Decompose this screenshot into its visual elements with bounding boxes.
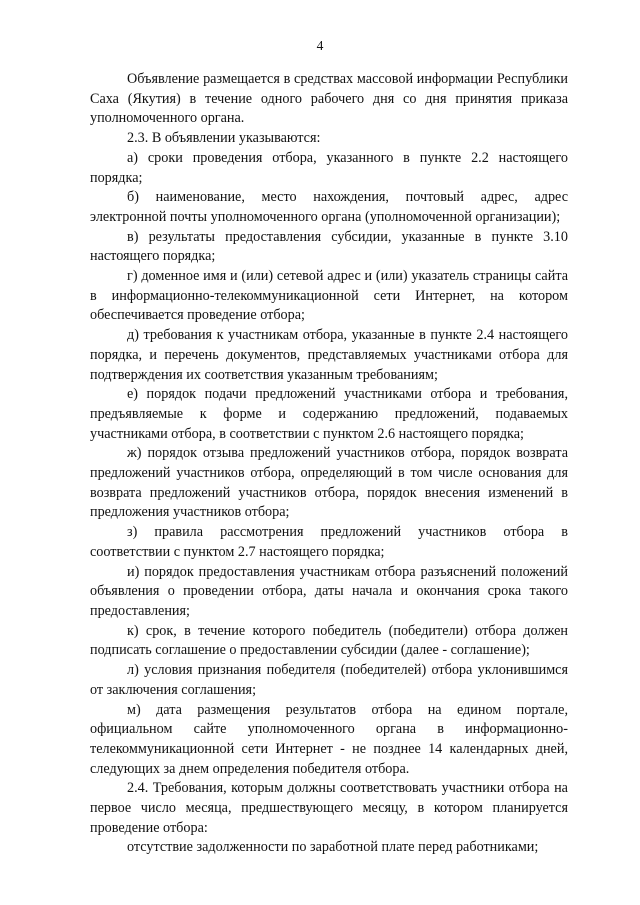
list-item-m: м) дата размещения результатов отбора на едином портале, официальном сайте уполномоченного органа в информационно-телекоммуникационной сети Интернет - не позднее 14 календарных дней, следующих за днем определения победителя отбора. [90,701,568,777]
list-item-v: в) результаты предоставления субсидии, указанные в пункте 3.10 настоящего порядка; [90,228,568,265]
list-item-g: г) доменное имя и (или) сетевой адрес и (или) указатель страницы сайта в информационно-телекоммуникационной сети Интернет, на котором обеспечивается проведение отбора; [90,268,568,324]
paragraph-announcement-publication: Объявление размещается в средствах массовой информации Республики Саха (Якутия) в течение одного рабочего дня со дня принятия приказа уполномоченного органа. [90,71,568,127]
requirement-item-salary-debt: отсутствие задолженности по заработной плате перед работниками; [127,839,539,856]
list-item-l: л) условия признания победителя (победителей) отбора уклонившимся от заключения соглашения; [90,662,568,698]
list-item-b: б) наименование, место нахождения, почтовый адрес, адрес электронной почты уполномоченного органа (уполномоченной организации); [90,189,568,225]
list-item-d: д) требования к участникам отбора, указанные в пункте 2.4 настоящего порядка, и перечень документов, представляемых участниками отбора для подтверждения их соответствия указанным требованиям; [90,327,568,383]
paragraph-2-3-heading: 2.3. В объявлении указываются: [127,130,321,147]
paragraph-2-4-requirements: 2.4. Требования, которым должны соответствовать участники отбора на первое число месяца, предшествующего месяцу, в котором планируется проведение отбора: [90,780,568,836]
list-item-k: к) срок, в течение которого победитель (победители) отбора должен подписать соглашение о предоставлении субсидии (далее - соглашение); [90,622,568,659]
document-body [90,70,568,858]
page-number: 4 [316,38,324,53]
list-item-a: а) сроки проведения отбора, указанного в пункте 2.2 настоящего порядка; [90,149,568,186]
list-item-e: е) порядок подачи предложений участниками отбора и требования, предъявляемые к форме и содержанию предложений, подаваемых участниками отбора, в соответствии с пунктом 2.6 настоящего порядка; [90,386,568,442]
list-item-i: и) порядок предоставления участникам отбора разъяснений положений объявления о проведении отбора, даты начала и окончания срока такого предоставления; [90,563,568,619]
list-item-zh: ж) порядок отзыва предложений участников отбора, порядок возврата предложений участников отбора, определяющий в том числе основания для возврата предложений участников отбора, порядок внесения изменений в предложения участников отбора; [90,445,568,521]
list-item-z: з) правила рассмотрения предложений участников отбора в соответствии с пунктом 2.7 настоящего порядка; [90,524,568,560]
